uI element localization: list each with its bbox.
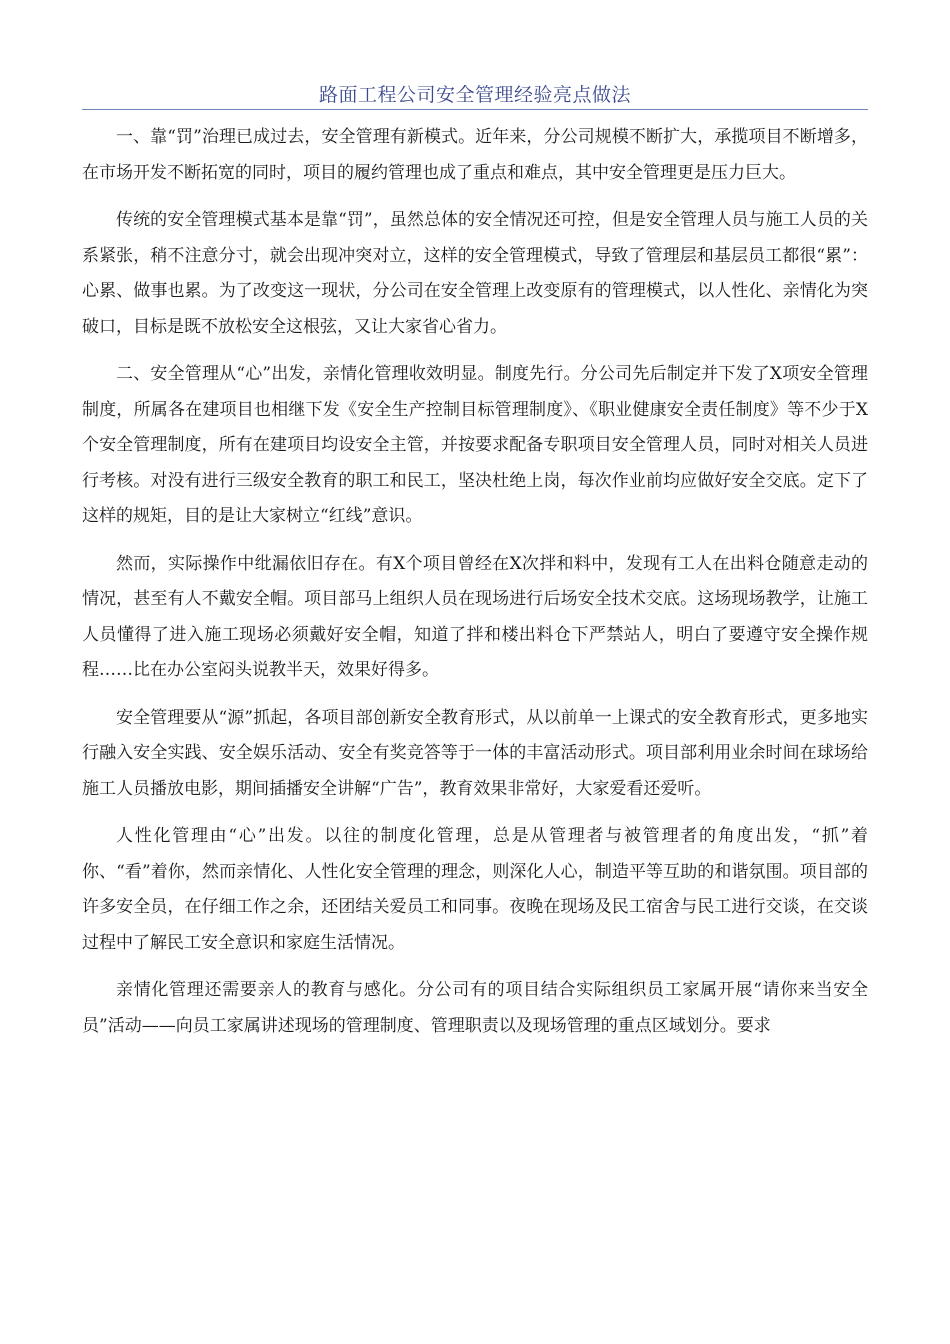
- document-body: [82, 120, 868, 1044]
- paragraph-2: 传统的安全管理模式基本是靠“罚”，虽然总体的安全情况还可控，但是安全管理人员与施工人员的关系紧张，稍不注意分寸，就会出现冲突对立，这样的安全管理模式，导致了管理层和基层员工都很“累”：心累、做事也累。为了改变这一现状，分公司在安全管理上改变原有的管理模式，以人性化、亲情化为突破口，目标是既不放松安全这根弦，又让大家省心省力。: [82, 210, 868, 337]
- paragraph-7: 亲情化管理还需要亲人的教育与感化。分公司有的项目结合实际组织员工家属开展“请你来当安全员”活动——向员工家属讲述现场的管理制度、管理职责以及现场管理的重点区域划分。要求: [82, 980, 868, 1036]
- title-underline: [82, 109, 868, 110]
- paragraph-5: 安全管理要从“源”抓起，各项目部创新安全教育形式，从以前单一上课式的安全教育形式，更多地实行融入安全实践、安全娱乐活动、安全有奖竞答等于一体的丰富活动形式。项目部利用业余时间在球场给施工人员播放电影，期间插播安全讲解“广告”，教育效果非常好，大家爱看还爱听。: [82, 707, 868, 799]
- document-title: 路面工程公司安全管理经验亮点做法: [318, 84, 631, 106]
- paragraph-3: 二、安全管理从“心”出发，亲情化管理收效明显。制度先行。分公司先后制定并下发了X项安全管理制度，所属各在建项目也相继下发《安全生产控制目标管理制度》、《职业健康安全责任制度》等不少于X个安全管理制度，所有在建项目均设安全主管，并按要求配备专职项目安全管理人员，同时对相关人员进行考核。对没有进行三级安全教育的职工和民工，坚决杜绝上岗，每次作业前均应做好安全交底。定下了这样的规矩，目的是让大家树立“红线”意识。: [82, 364, 868, 526]
- paragraph-1: 一、靠“罚”治理已成过去，安全管理有新模式。近年来，分公司规模不断扩大，承揽项目不断增多，在市场开发不断拓宽的同时，项目的履约管理也成了重点和难点，其中安全管理更是压力巨大。: [82, 127, 868, 183]
- paragraph-4: 然而，实际操作中纰漏依旧存在。有X个项目曾经在X次拌和料中，发现有工人在出料仓随意走动的情况，甚至有人不戴安全帽。项目部马上组织人员在现场进行后场安全技术交底。这场现场教学，让施工人员懂得了进入施工现场必须戴好安全帽，知道了拌和楼出料仓下严禁站人，明白了要遵守安全操作规程……比在办公室闷头说教半天，效果好得多。: [82, 553, 869, 680]
- paragraph-6: 人性化管理由“心”出发。以往的制度化管理，总是从管理者与被管理者的角度出发，“抓”着你、“看”着你，然而亲情化、人性化安全管理的理念，则深化人心，制造平等互助的和谐氛围。项目部的许多安全员，在仔细工作之余，还团结关爱员工和同事。夜晚在现场及民工宿舍与民工进行交谈，在交谈过程中了解民工安全意识和家庭生活情况。: [82, 826, 868, 953]
